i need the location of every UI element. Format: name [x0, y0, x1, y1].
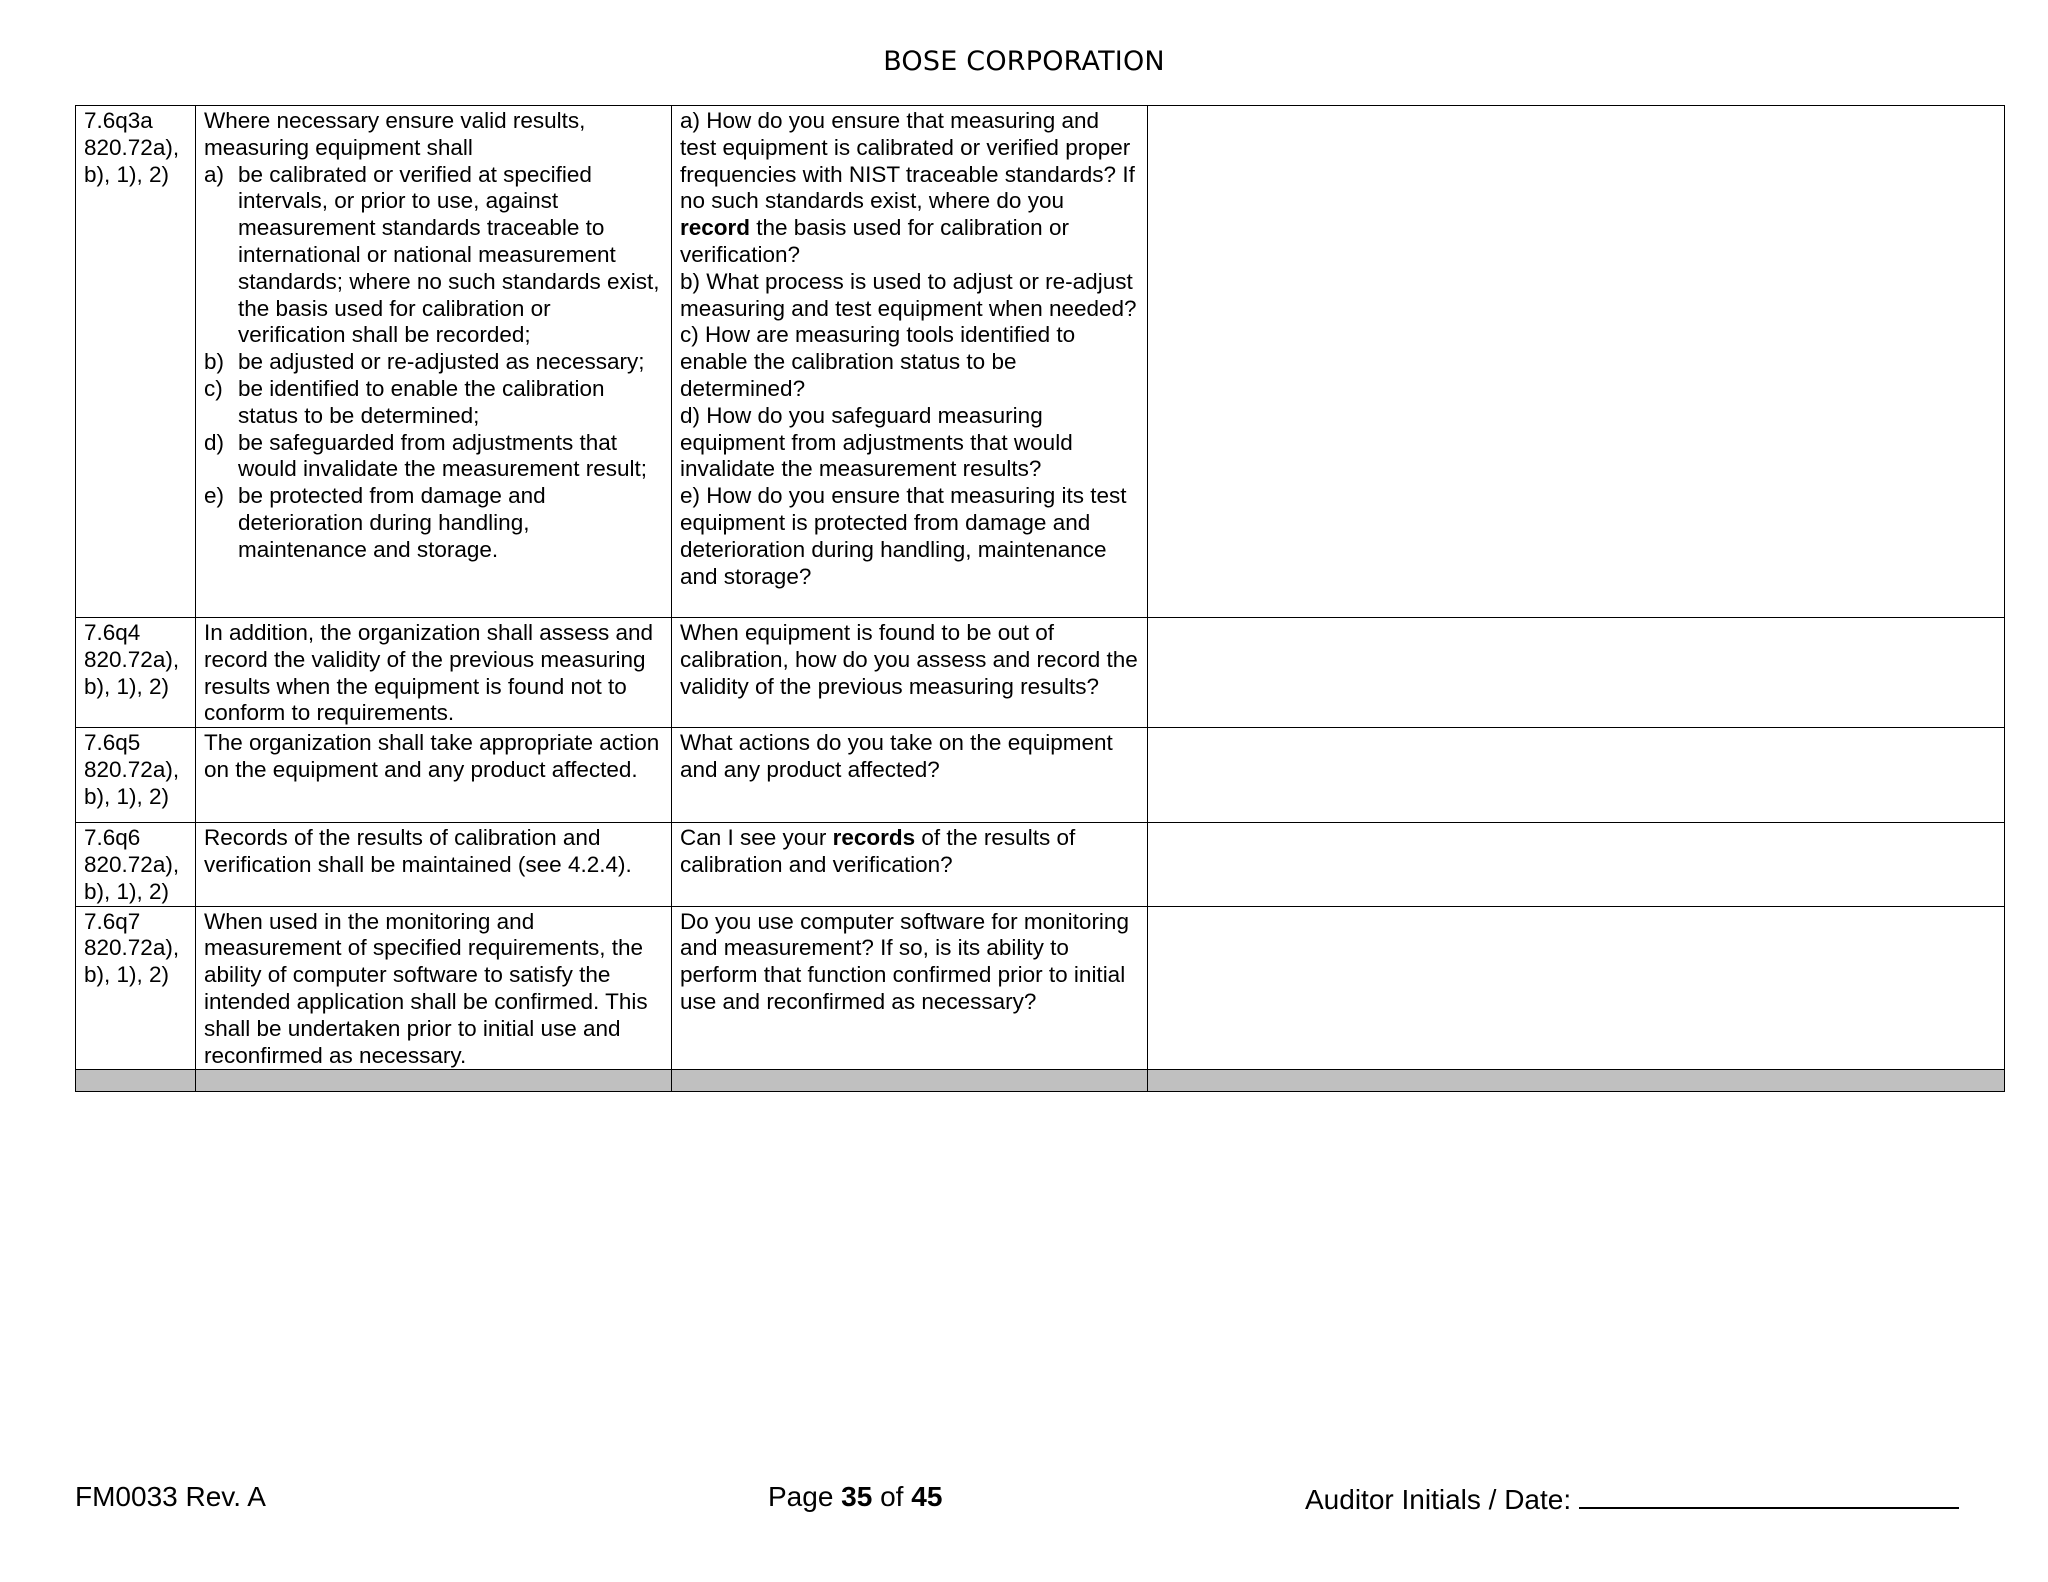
- question-b: b) What process is used to adjust or re-adjust measuring and test equipment when needed?: [680, 268, 1137, 321]
- question-d: d) How do you safeguard measuring equipment from adjustments that would invalidate the measurement results?: [680, 402, 1073, 482]
- cfr-subref: b), 1), 2): [84, 161, 170, 187]
- question-c: c) How are measuring tools identified to enable the calibration status to be determined?: [680, 322, 1076, 401]
- list-item: [204, 430, 663, 484]
- reference-cell: [76, 106, 196, 618]
- list-item: [204, 376, 663, 430]
- page-prefix: Page: [768, 1481, 842, 1512]
- audit-checklist-table: [75, 105, 2005, 1092]
- item-marker: d): [204, 429, 225, 455]
- question-text: the basis used for calibration or verification?: [680, 215, 1069, 267]
- item-marker: c): [204, 375, 223, 401]
- page-of: of: [872, 1481, 912, 1512]
- footer-cell: [1148, 1070, 2005, 1092]
- question-cell: When equipment is found to be out of calibration, how do you assess and record the validity of the previous measuring results?: [672, 618, 1148, 728]
- cfr-ref: 820.72a),: [84, 851, 180, 877]
- question-cell: [672, 106, 1148, 618]
- auditor-notes-cell[interactable]: [1148, 823, 2005, 906]
- item-text: be adjusted or re-adjusted as necessary;: [238, 349, 645, 375]
- item-text: be identified to enable the calibration status to be determined;: [238, 375, 605, 428]
- auditor-notes-cell[interactable]: [1148, 618, 2005, 728]
- requirement-cell: When used in the monitoring and measurement of specified requirements, the ability of computer software to satisfy the intended application shall be confirmed. This shall be undertaken prior to initial use and reconfirmed as necessary.: [196, 906, 672, 1070]
- cfr-ref: 820.72a),: [84, 756, 180, 782]
- list-item: [204, 483, 663, 563]
- cfr-ref: 820.72a),: [84, 935, 180, 961]
- cfr-ref: 820.72a),: [84, 646, 180, 672]
- item-text: be calibrated or verified at specified intervals, or prior to use, against measurement standards traceable to international or national measurement standards; where no such standards exist, the basis used for calibration or verification shall be recorded;: [238, 161, 660, 348]
- question-text: a) How do you ensure that measuring and test equipment is calibrated or verified proper frequencies with NIST traceable standards? If no such standards exist, where do you: [680, 108, 1135, 214]
- footer-cell: [76, 1070, 196, 1092]
- requirement-cell: Records of the results of calibration and verification shall be maintained (see 4.2.4).: [196, 823, 672, 906]
- table-row: [76, 823, 2005, 906]
- requirement-list: [204, 162, 663, 564]
- question-e: e) How do you ensure that measuring its test equipment is protected from damage and deterioration during handling, maintenance and storage?: [680, 483, 1127, 589]
- emphasis-text: record: [680, 215, 751, 241]
- clause-id: 7.6q4: [84, 620, 141, 645]
- footer-cell: [672, 1070, 1148, 1092]
- table-row: [76, 906, 2005, 1070]
- clause-id: 7.6q6: [84, 825, 141, 851]
- reference-cell: [76, 728, 196, 823]
- cfr-subref: b), 1), 2): [84, 962, 170, 988]
- cfr-ref: 820.72a),: [84, 134, 180, 160]
- page-total: 45: [911, 1481, 943, 1512]
- cfr-subref: b), 1), 2): [84, 673, 170, 699]
- page-current: 35: [841, 1481, 873, 1512]
- requirement-cell: The organization shall take appropriate action on the equipment and any product affected.: [196, 728, 672, 823]
- auditor-notes-cell[interactable]: [1148, 106, 2005, 618]
- requirement-cell: In addition, the organization shall assess and record the validity of the previous measuring results when the equipment is found not to conform to requirements.: [196, 618, 672, 728]
- clause-id: 7.6q5: [84, 730, 141, 756]
- table-row: [76, 728, 2005, 823]
- cfr-subref: b), 1), 2): [84, 878, 170, 904]
- question-a: [680, 108, 1139, 269]
- item-text: be protected from damage and deterioration during handling, maintenance and storage.: [238, 483, 546, 562]
- table-footer-row: [76, 1070, 2005, 1092]
- table-row: [76, 618, 2005, 728]
- form-number: FM0033 Rev. A: [75, 1481, 266, 1512]
- auditor-notes-cell[interactable]: [1148, 906, 2005, 1070]
- footer-cell: [196, 1070, 672, 1092]
- item-marker: a): [204, 161, 225, 187]
- question-text: of the results of calibration and verification?: [680, 825, 1076, 877]
- page-header: BOSE CORPORATION: [883, 46, 1165, 77]
- question-cell: Do you use computer software for monitoring and measurement? If so, is its ability to perform that function confirmed prior to initial use and reconfirmed as necessary?: [672, 906, 1148, 1070]
- emphasis-text: records: [832, 825, 916, 851]
- requirement-cell: [196, 106, 672, 618]
- auditor-label: Auditor Initials / Date:: [1305, 1484, 1572, 1515]
- item-text: be safeguarded from adjustments that would invalidate the measurement result;: [238, 429, 647, 482]
- auditor-notes-cell[interactable]: [1148, 728, 2005, 823]
- item-marker: e): [204, 483, 225, 509]
- question-text: Can I see your: [680, 825, 833, 851]
- reference-cell: [76, 823, 196, 906]
- question-cell: [672, 823, 1148, 906]
- question-cell: What actions do you take on the equipment and any product affected?: [672, 728, 1148, 823]
- clause-id: 7.6q3a: [84, 108, 153, 133]
- item-marker: b): [204, 349, 225, 375]
- requirement-intro: Where necessary ensure valid results, measuring equipment shall: [204, 108, 586, 160]
- cfr-subref: b), 1), 2): [84, 783, 170, 809]
- table-row: [76, 106, 2005, 618]
- auditor-signoff: [1305, 1481, 1959, 1516]
- reference-cell: [76, 906, 196, 1070]
- reference-cell: [76, 618, 196, 728]
- auditor-signature-line[interactable]: [1579, 1481, 1959, 1509]
- page-number: [768, 1481, 942, 1513]
- list-item: [204, 162, 663, 350]
- clause-id: 7.6q7: [84, 908, 141, 934]
- list-item: [204, 349, 663, 376]
